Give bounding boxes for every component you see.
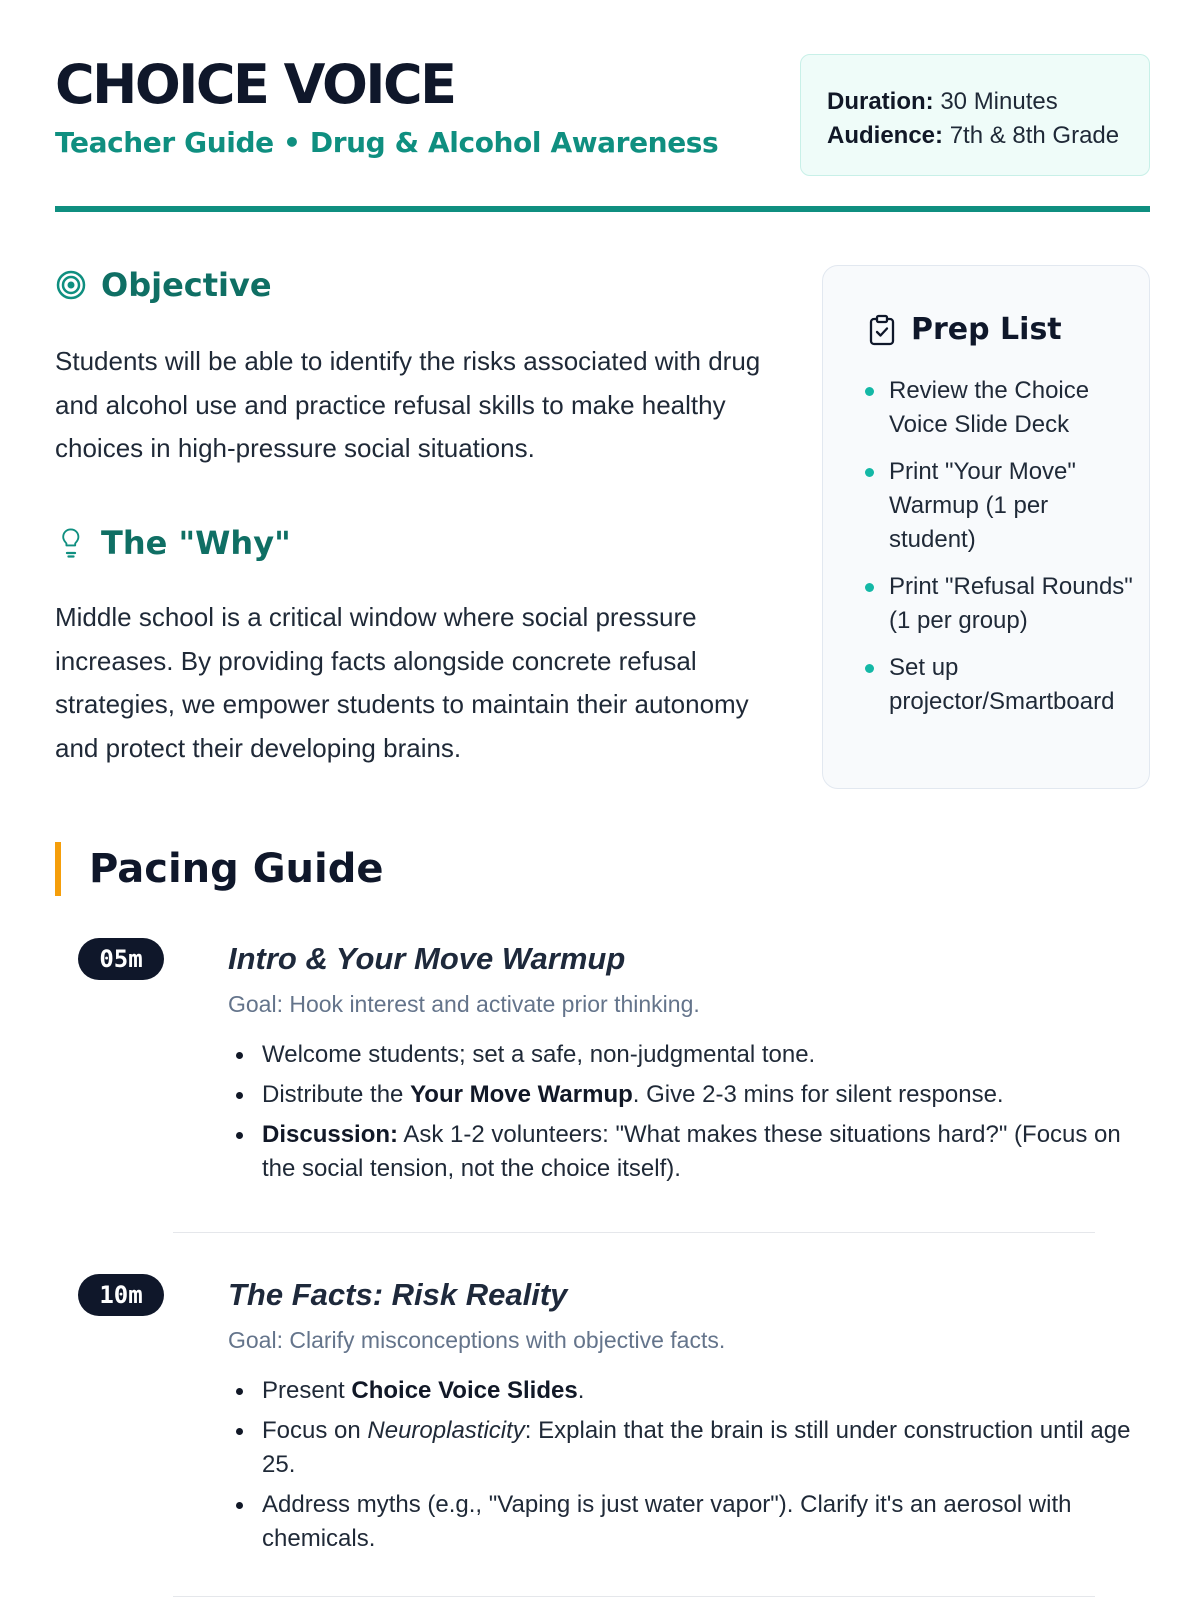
prep-list-card <box>822 265 1150 789</box>
duration-label: Duration: <box>827 88 934 115</box>
item-text: Welcome students; set a safe, non-judgmental tone. <box>262 1041 816 1068</box>
item-post: . <box>577 1377 585 1404</box>
pacing-step-goal: Goal: Hook interest and activate prior thinking. <box>228 991 700 1017</box>
prep-list-title-text: Prep List <box>911 312 1062 347</box>
lightbulb-icon <box>55 527 87 559</box>
audience-value: 7th & 8th Grade <box>949 122 1120 149</box>
clipboard-check-icon <box>867 314 897 346</box>
header-divider <box>55 206 1150 212</box>
lesson-meta-box <box>800 54 1150 176</box>
pacing-content <box>228 938 1150 1192</box>
why-heading-text: The "Why" <box>101 524 291 562</box>
objective-heading-text: Objective <box>101 266 272 304</box>
pacing-step-item <box>228 1078 1150 1112</box>
pacing-divider <box>173 1596 1095 1597</box>
item-pre: Distribute the <box>262 1081 411 1108</box>
item-post: Ask 1-2 volunteers: "What makes these situations hard?" (Focus on the social tension, not the choice itself). <box>262 1121 1121 1182</box>
item-bold: Choice Voice Slides <box>351 1377 578 1404</box>
pacing-divider <box>173 1232 1095 1233</box>
pacing-content <box>228 1274 1150 1562</box>
item-post: . Give 2-3 mins for silent response. <box>632 1081 1004 1108</box>
pacing-step-item <box>228 1118 1150 1186</box>
prep-item: Set up projector/Smartboard <box>865 651 1140 719</box>
pacing-step-item <box>228 1414 1150 1482</box>
duration-row <box>827 85 1123 119</box>
target-icon <box>55 269 87 301</box>
item-bold: Discussion: <box>262 1121 399 1148</box>
page-subtitle: Teacher Guide • Drug & Alcohol Awareness <box>55 126 719 159</box>
pacing-step-list <box>228 1374 1150 1556</box>
audience-row <box>827 119 1123 153</box>
item-bold: Your Move Warmup <box>410 1081 633 1108</box>
item-pre: Focus on <box>262 1417 368 1444</box>
why-text: Middle school is a critical window where social pressure increases. By providing facts alongside concrete refusal strategies, we empower students to maintain their autonomy and protect their developing brains. <box>55 602 749 763</box>
item-text: Address myths (e.g., "Vaping is just water vapor"). Clarify it's an aerosol with chemicals. <box>262 1491 1072 1552</box>
objective-text: Students will be able to identify the risks associated with drug and alcohol use and practice refusal skills to make healthy choices in high-pressure social situations. <box>55 346 761 463</box>
pacing-step-item <box>228 1488 1150 1556</box>
page-header <box>55 50 1150 212</box>
page-title: CHOICE VOICE <box>55 53 455 116</box>
pacing-step-list <box>228 1038 1150 1186</box>
duration-value: 30 Minutes <box>940 88 1058 115</box>
time-badge: 10m <box>78 1274 164 1316</box>
item-post: : Explain that the brain is still under construction until age 25. <box>262 1417 1131 1478</box>
prep-list-title <box>867 312 1062 347</box>
audience-label: Audience: <box>827 122 944 149</box>
pacing-guide-heading <box>55 842 383 896</box>
why-heading <box>55 524 291 562</box>
prep-item: Print "Your Move" Warmup (1 per student) <box>865 455 1140 557</box>
pacing-step-goal: Goal: Clarify misconceptions with objective facts. <box>228 1327 726 1353</box>
pacing-step-title: Intro & Your Move Warmup <box>228 941 626 976</box>
prep-list <box>865 374 1140 732</box>
pacing-step-item <box>228 1038 1150 1072</box>
pacing-guide-title: Pacing Guide <box>89 846 384 892</box>
time-badge: 05m <box>78 938 164 980</box>
prep-item: Review the Choice Voice Slide Deck <box>865 374 1140 442</box>
item-italic: Neuroplasticity <box>367 1417 525 1444</box>
objective-heading <box>55 266 272 304</box>
pacing-step-title: The Facts: Risk Reality <box>228 1277 568 1312</box>
prep-item: Print "Refusal Rounds" (1 per group) <box>865 570 1140 638</box>
pacing-step-item <box>228 1374 1150 1408</box>
item-pre: Present <box>262 1377 352 1404</box>
